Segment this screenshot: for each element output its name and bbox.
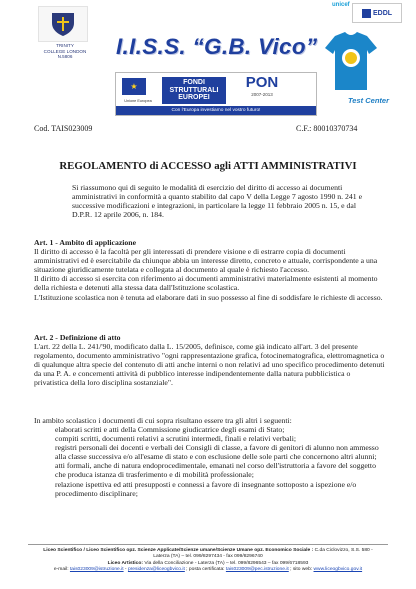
pec-link[interactable]: tais023009@pec.istruzione.it [225,567,289,572]
list-item: elaborati scritti e atti della Commissione giudicatrice degli esami di Stato; [55,425,285,434]
article-1-heading: Art. 1 - Ambito di applicazione [34,238,137,247]
pon-mark: PON [245,74,279,91]
email-link[interactable]: tais023009@istruzione.it [69,567,124,572]
school-code: Cod. TAIS023009 [34,124,93,133]
article-1-paragraph: L'Istituzione scolastica non è tenuta ad elaborare dati in suo possesso al fine di soddisfare le richieste di accesso. [34,292,383,302]
footer-liceo-artistico-label: Liceo Artistico: [107,561,143,566]
trinity-line-2: COLLEGE LONDON [43,48,87,54]
eudl-square-icon [362,9,371,18]
trinity-line-3: N.5806 [57,54,73,59]
fondi-line-3: EUROPEI [178,94,210,102]
article-1 [34,238,386,302]
school-title: I.I.S.S. “G.B. Vico” [116,34,318,59]
article-2-heading: Art. 2 - Definizione di atto [34,333,121,342]
pon-banner [115,72,317,116]
document-title: REGOLAMENTO di ACCESSO agli ATTI AMMINISTRATIVI [59,160,357,172]
footer-liceo-artistico-address: Via della Conciliazione - Laterza (TA) – tel. 099/8296543 – fax 099/6718593 [144,561,309,566]
eudl-logo [352,3,402,23]
trinity-logo-text [34,43,96,60]
intro-paragraph: Si riassumono qui di seguito le modalità di esercizio del diritto di accesso ai documenti amministrativi in conformità a quanto stabilito dal capo V della Legge 7 agosto 1990 n. 241 e successive modificazioni e integrazioni, in particolare la legge 11 febbraio 2005 n. 15, e dal D.P.R. 12 aprile 2006, n. 184. [72,183,363,220]
pon-tagline: Con l'Europa investiamo nel vostro futuro! [116,106,316,115]
trinity-college-logo [38,6,88,42]
test-center-label: Test Center [348,96,389,105]
list-item: registri personali dei docenti e verbali dei Consigli di classe, a favore di genitori di alunno non ammesso alla classe successiva e/o all'esame di stato e con esclusione delle sole parti che concernono altri alunni; [55,443,379,462]
footer-divider [28,544,388,545]
ambito-lead: In ambito scolastico i documenti di cui sopra risultano essere tra gli altri i seguenti: [34,416,292,425]
list-item: relazione ispettiva ed atti presupposti e connessi a favore di insegnante sottoposto a ispezione e/o procedimento disciplinare; [55,479,357,498]
eu-caption: Unione Europea [124,99,152,103]
pon-years: 2007-2013 [251,92,273,97]
footer-liceo-scientifico-label: Liceo Scientifico / Liceo Scientifico opz. Scienze Applicate/Scienze umane/Scienze Umane opz. Economico Sociale : [43,548,314,553]
article-1-paragraph: Il diritto di accesso si esercita con riferimento ai documenti amministrativi materialmente esistenti al momento della richiesta e detenuti alla stessa data dall'Istituzione scolastica. [34,274,378,293]
pec-label: posta certificata: [188,567,225,572]
ambito-list [55,425,387,498]
fondi-strutturali-label [162,77,226,104]
website-link[interactable]: www.liceogbvico.gov.it [313,567,363,572]
trinity-line-1: TRINITY [56,43,74,48]
email-link-presidenza[interactable]: presidenza@liceogbvico.it [127,567,185,572]
unicef-label: unicef [332,2,350,8]
eudl-label: EDDL [372,9,393,17]
article-2-paragraph: L'art. 22 della L. 241/'90, modificato dalla L. 15/2005, definisce, come già indicato all'art. 3 del presente regolamento, documento amministrativo "ogni rappresentazione grafica, fotocinematografica, elettromagnetica o di qualunque altra specie del contenuto di atti anche interni o non relativi ad uno specifico procedimento detenuti da una P. A. e concernenti attività di pubblico interesse indipendentemente dalla natura pubblicistica o privatistica della loro disciplina sostanziale". [34,342,385,388]
fiscal-code: C.F.: 80010370734 [296,124,358,133]
article-2 [34,333,386,388]
footer-line-2: Laterza (TA) – tel. 099/8297434 - fax 099/8296740 [153,554,263,559]
footer-contacts: e-mail: tais023009@istruzione.it - presidenza@liceogbvico.it ; posta certificata: tais023009@pec.istruzione.it ; sito web: www.liceogbvico.gov.it [53,567,363,572]
trinity-crest-icon [48,11,78,37]
article-1-paragraph: Il diritto di accesso è la facoltà per gli interessati di prendere visione e di estrarre copia di documenti amministrativi ed è esercitabile da chiunque abbia un interesse diretto, concreto e attuale, corrispondente a una situazione giuridicamente tutelata e collegata al documento al quale è richiesto l'accesso. [34,247,378,275]
web-label: sito web: [292,567,313,572]
fondi-line-2: STRUTTURALI [169,86,219,94]
amica-shirt-icon [323,30,379,94]
email-label: e-mail: [53,567,69,572]
list-item: atti formali, anche di natura endoprocedimentale, emanati nel corso dell'istruttoria a favore del soggetto che produca istanza di trasferimento e di mobilità professionale; [55,461,376,480]
eu-flag-icon: ★ [122,78,146,95]
footer-liceo-scientifico-address: C.da Ciclovizzo, S.S. 580 - [314,548,373,553]
fondi-line-1: FONDI [183,79,205,86]
list-item: compiti scritti, documenti relativi a scrutini intermedi, finali e relativi verbali; [55,434,297,444]
